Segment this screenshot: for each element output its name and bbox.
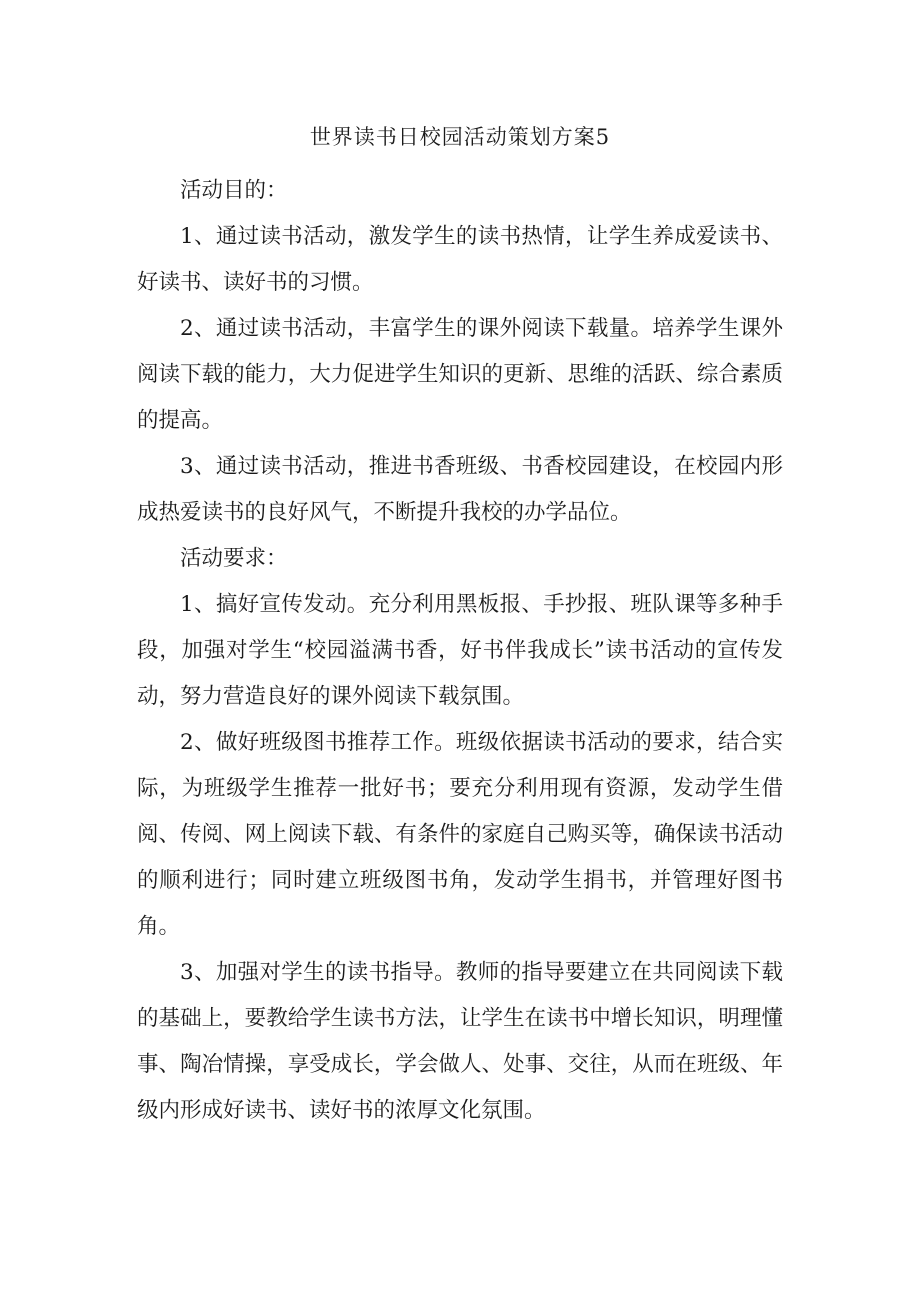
section-heading-requirements: 活动要求：	[180, 546, 288, 571]
document-title: 世界读书日校园活动策划方案5	[309, 125, 611, 149]
paragraph: 2、做好班级图书推荐工作。班级依据读书活动的要求，结合实际，为班级学生推荐一批好书；要充分利用现有资源，发动学生借阅、传阅、网上阅读下载、有条件的家庭自己购买等，确保读书活动的顺利进行；同时建立班级图书角，发动学生捐书，并管理好图书角。	[137, 730, 783, 939]
document-body	[137, 168, 783, 1134]
paragraph: 3、加强对学生的读书指导。教师的指导要建立在共同阅读下载的基础上，要教给学生读书方法，让学生在读书中增长知识，明理懂事、陶冶情操，享受成长，学会做人、处事、交往，从而在班级、年级内形成好读书、读好书的浓厚文化氛围。	[137, 960, 783, 1123]
paragraph: 1、搞好宣传发动。充分利用黑板报、手抄报、班队课等多种手段，加强对学生“校园溢满书香，好书伴我成长”读书活动的宣传发动，努力营造良好的课外阅读下载氛围。	[137, 592, 783, 709]
section-heading-purpose: 活动目的：	[180, 178, 288, 203]
paragraph: 2、通过读书活动，丰富学生的课外阅读下载量。培养学生课外阅读下载的能力，大力促进学生知识的更新、思维的活跃、综合素质的提高。	[137, 316, 783, 433]
paragraph: 3、通过读书活动，推进书香班级、书香校园建设，在校园内形成热爱读书的良好风气，不断提升我校的办学品位。	[137, 454, 783, 525]
paragraph: 1、通过读书活动，激发学生的读书热情，让学生养成爱读书、好读书、读好书的习惯。	[137, 224, 783, 295]
